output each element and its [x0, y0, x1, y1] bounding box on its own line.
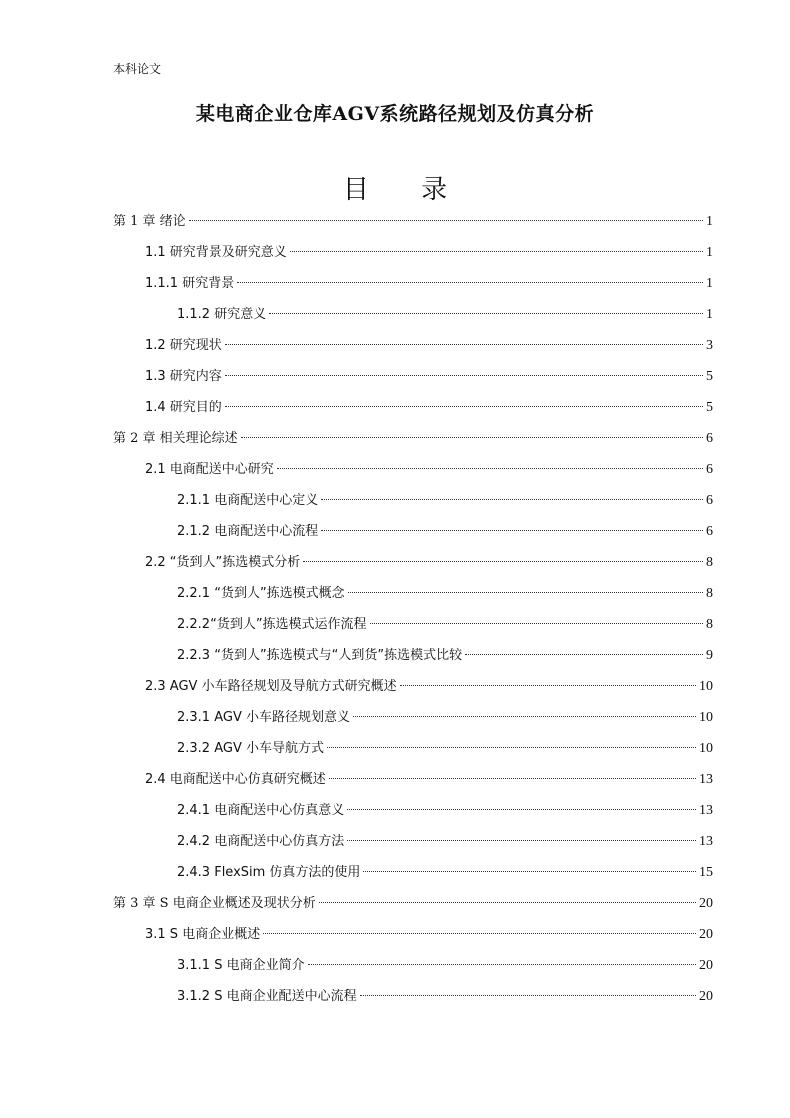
toc-entry[interactable]	[113, 981, 713, 1012]
toc-entry-page-number: 6	[706, 462, 713, 477]
toc-entry-label: 2.1 电商配送中心研究	[145, 462, 274, 477]
toc-entry[interactable]	[113, 516, 713, 547]
toc-dot-leader	[225, 406, 703, 407]
toc-entry[interactable]	[113, 423, 713, 454]
toc-entry-label: 第 1 章 绪论	[113, 214, 186, 229]
toc-entry-page-number: 5	[706, 400, 713, 415]
toc-entry-label: 3.1.2 S 电商企业配送中心流程	[177, 989, 357, 1004]
toc-entry[interactable]	[113, 330, 713, 361]
toc-entry-page-number: 13	[699, 772, 713, 787]
toc-entry-label: 1.3 研究内容	[145, 369, 222, 384]
toc-dot-leader	[347, 809, 696, 810]
toc-dot-leader	[353, 716, 696, 717]
toc-entry-label: 2.3 AGV 小车路径规划及导航方式研究概述	[145, 679, 397, 694]
toc-dot-leader	[327, 747, 696, 748]
toc-dot-leader	[465, 654, 703, 655]
toc-dot-leader	[363, 871, 696, 872]
toc-entry[interactable]	[113, 206, 713, 237]
toc-entry-page-number: 5	[706, 369, 713, 384]
toc-entry-label: 第 2 章 相关理论综述	[113, 431, 238, 446]
toc-entry-page-number: 3	[706, 338, 713, 353]
toc-dot-leader	[329, 778, 696, 779]
toc-entry-label: 2.1.1 电商配送中心定义	[177, 493, 319, 508]
toc-dot-leader	[360, 995, 696, 996]
toc-entry[interactable]	[113, 857, 713, 888]
toc-entry-label: 1.2 研究现状	[145, 338, 222, 353]
toc-dot-leader	[348, 592, 703, 593]
toc-dot-leader	[290, 251, 703, 252]
toc-entry[interactable]	[113, 950, 713, 981]
document-title: 某电商企业仓库AGV系统路径规划及仿真分析	[195, 103, 595, 125]
toc-dot-leader	[189, 220, 703, 221]
toc-dot-leader	[308, 964, 696, 965]
toc-entry[interactable]	[113, 764, 713, 795]
toc-dot-leader	[347, 840, 696, 841]
toc-entry-page-number: 1	[706, 276, 713, 291]
toc-entry[interactable]	[113, 671, 713, 702]
toc-entry-label: 第 3 章 S 电商企业概述及现状分析	[113, 896, 316, 911]
toc-entry[interactable]	[113, 733, 713, 764]
toc-entry-label: 2.3.2 AGV 小车导航方式	[177, 741, 324, 756]
toc-entry[interactable]	[113, 919, 713, 950]
toc-entry-label: 2.2.3 “货到人”拣选模式与“人到货”拣选模式比较	[177, 648, 463, 663]
toc-entry-label: 2.2.2“货到人”拣选模式运作流程	[177, 617, 367, 632]
toc-entry[interactable]	[113, 485, 713, 516]
toc-entry-label: 2.1.2 电商配送中心流程	[177, 524, 319, 539]
toc-entry-page-number: 1	[706, 245, 713, 260]
toc-entry-page-number: 6	[706, 431, 713, 446]
toc-entry-label: 1.1 研究背景及研究意义	[145, 245, 287, 260]
toc-entry-page-number: 1	[706, 214, 713, 229]
toc-entry-label: 1.4 研究目的	[145, 400, 222, 415]
toc-entry-page-number: 9	[706, 648, 713, 663]
toc-dot-leader	[321, 499, 703, 500]
toc-entry-page-number: 13	[699, 803, 713, 818]
toc-entry-label: 2.4 电商配送中心仿真研究概述	[145, 772, 326, 787]
toc-dot-leader	[303, 561, 703, 562]
toc-entry[interactable]	[113, 547, 713, 578]
toc-entry-label: 3.1.1 S 电商企业简介	[177, 958, 305, 973]
toc-entry-label: 1.1.1 研究背景	[145, 276, 235, 291]
toc-entry[interactable]	[113, 795, 713, 826]
toc-entry-label: 3.1 S 电商企业概述	[145, 927, 261, 942]
toc-dot-leader	[241, 437, 703, 438]
toc-entry[interactable]	[113, 578, 713, 609]
header-note: 本科论文	[113, 62, 162, 76]
toc-dot-leader	[321, 530, 703, 531]
toc-entry-page-number: 10	[699, 741, 713, 756]
toc-entry-page-number: 8	[706, 555, 713, 570]
toc-entry-page-number: 10	[699, 679, 713, 694]
toc-dot-leader	[225, 344, 703, 345]
toc-entry-page-number: 13	[699, 834, 713, 849]
table-of-contents	[113, 206, 713, 1012]
toc-entry-page-number: 6	[706, 493, 713, 508]
toc-dot-leader	[277, 468, 703, 469]
toc-entry-page-number: 8	[706, 586, 713, 601]
toc-entry[interactable]	[113, 237, 713, 268]
toc-entry-label: 2.2.1 “货到人”拣选模式概念	[177, 586, 345, 601]
toc-entry[interactable]	[113, 392, 713, 423]
toc-dot-leader	[319, 902, 696, 903]
toc-entry-page-number: 20	[699, 896, 713, 911]
toc-entry-page-number: 1	[706, 307, 713, 322]
toc-entry-label: 2.2 “货到人”拣选模式分析	[145, 555, 301, 570]
toc-dot-leader	[400, 685, 696, 686]
toc-entry[interactable]	[113, 702, 713, 733]
toc-dot-leader	[225, 375, 703, 376]
toc-entry-label: 1.1.2 研究意义	[177, 307, 267, 322]
toc-entry[interactable]	[113, 888, 713, 919]
toc-entry-page-number: 6	[706, 524, 713, 539]
toc-dot-leader	[237, 282, 703, 283]
toc-entry-label: 2.4.2 电商配送中心仿真方法	[177, 834, 345, 849]
toc-entry-label: 2.4.3 FlexSim 仿真方法的使用	[177, 865, 361, 880]
toc-entry[interactable]	[113, 640, 713, 671]
toc-entry[interactable]	[113, 609, 713, 640]
toc-heading: 目 录	[342, 175, 470, 205]
toc-entry-page-number: 10	[699, 710, 713, 725]
toc-entry-label: 2.3.1 AGV 小车路径规划意义	[177, 710, 350, 725]
toc-entry[interactable]	[113, 826, 713, 857]
toc-entry-page-number: 20	[699, 927, 713, 942]
toc-dot-leader	[263, 933, 696, 934]
toc-entry-page-number: 8	[706, 617, 713, 632]
toc-entry-page-number: 20	[699, 989, 713, 1004]
toc-entry[interactable]	[113, 361, 713, 392]
toc-entry-label: 2.4.1 电商配送中心仿真意义	[177, 803, 345, 818]
toc-entry-page-number: 20	[699, 958, 713, 973]
toc-entry[interactable]	[113, 454, 713, 485]
toc-dot-leader	[269, 313, 703, 314]
toc-entry[interactable]	[113, 268, 713, 299]
toc-dot-leader	[370, 623, 703, 624]
toc-entry-page-number: 15	[699, 865, 713, 880]
toc-entry[interactable]	[113, 299, 713, 330]
